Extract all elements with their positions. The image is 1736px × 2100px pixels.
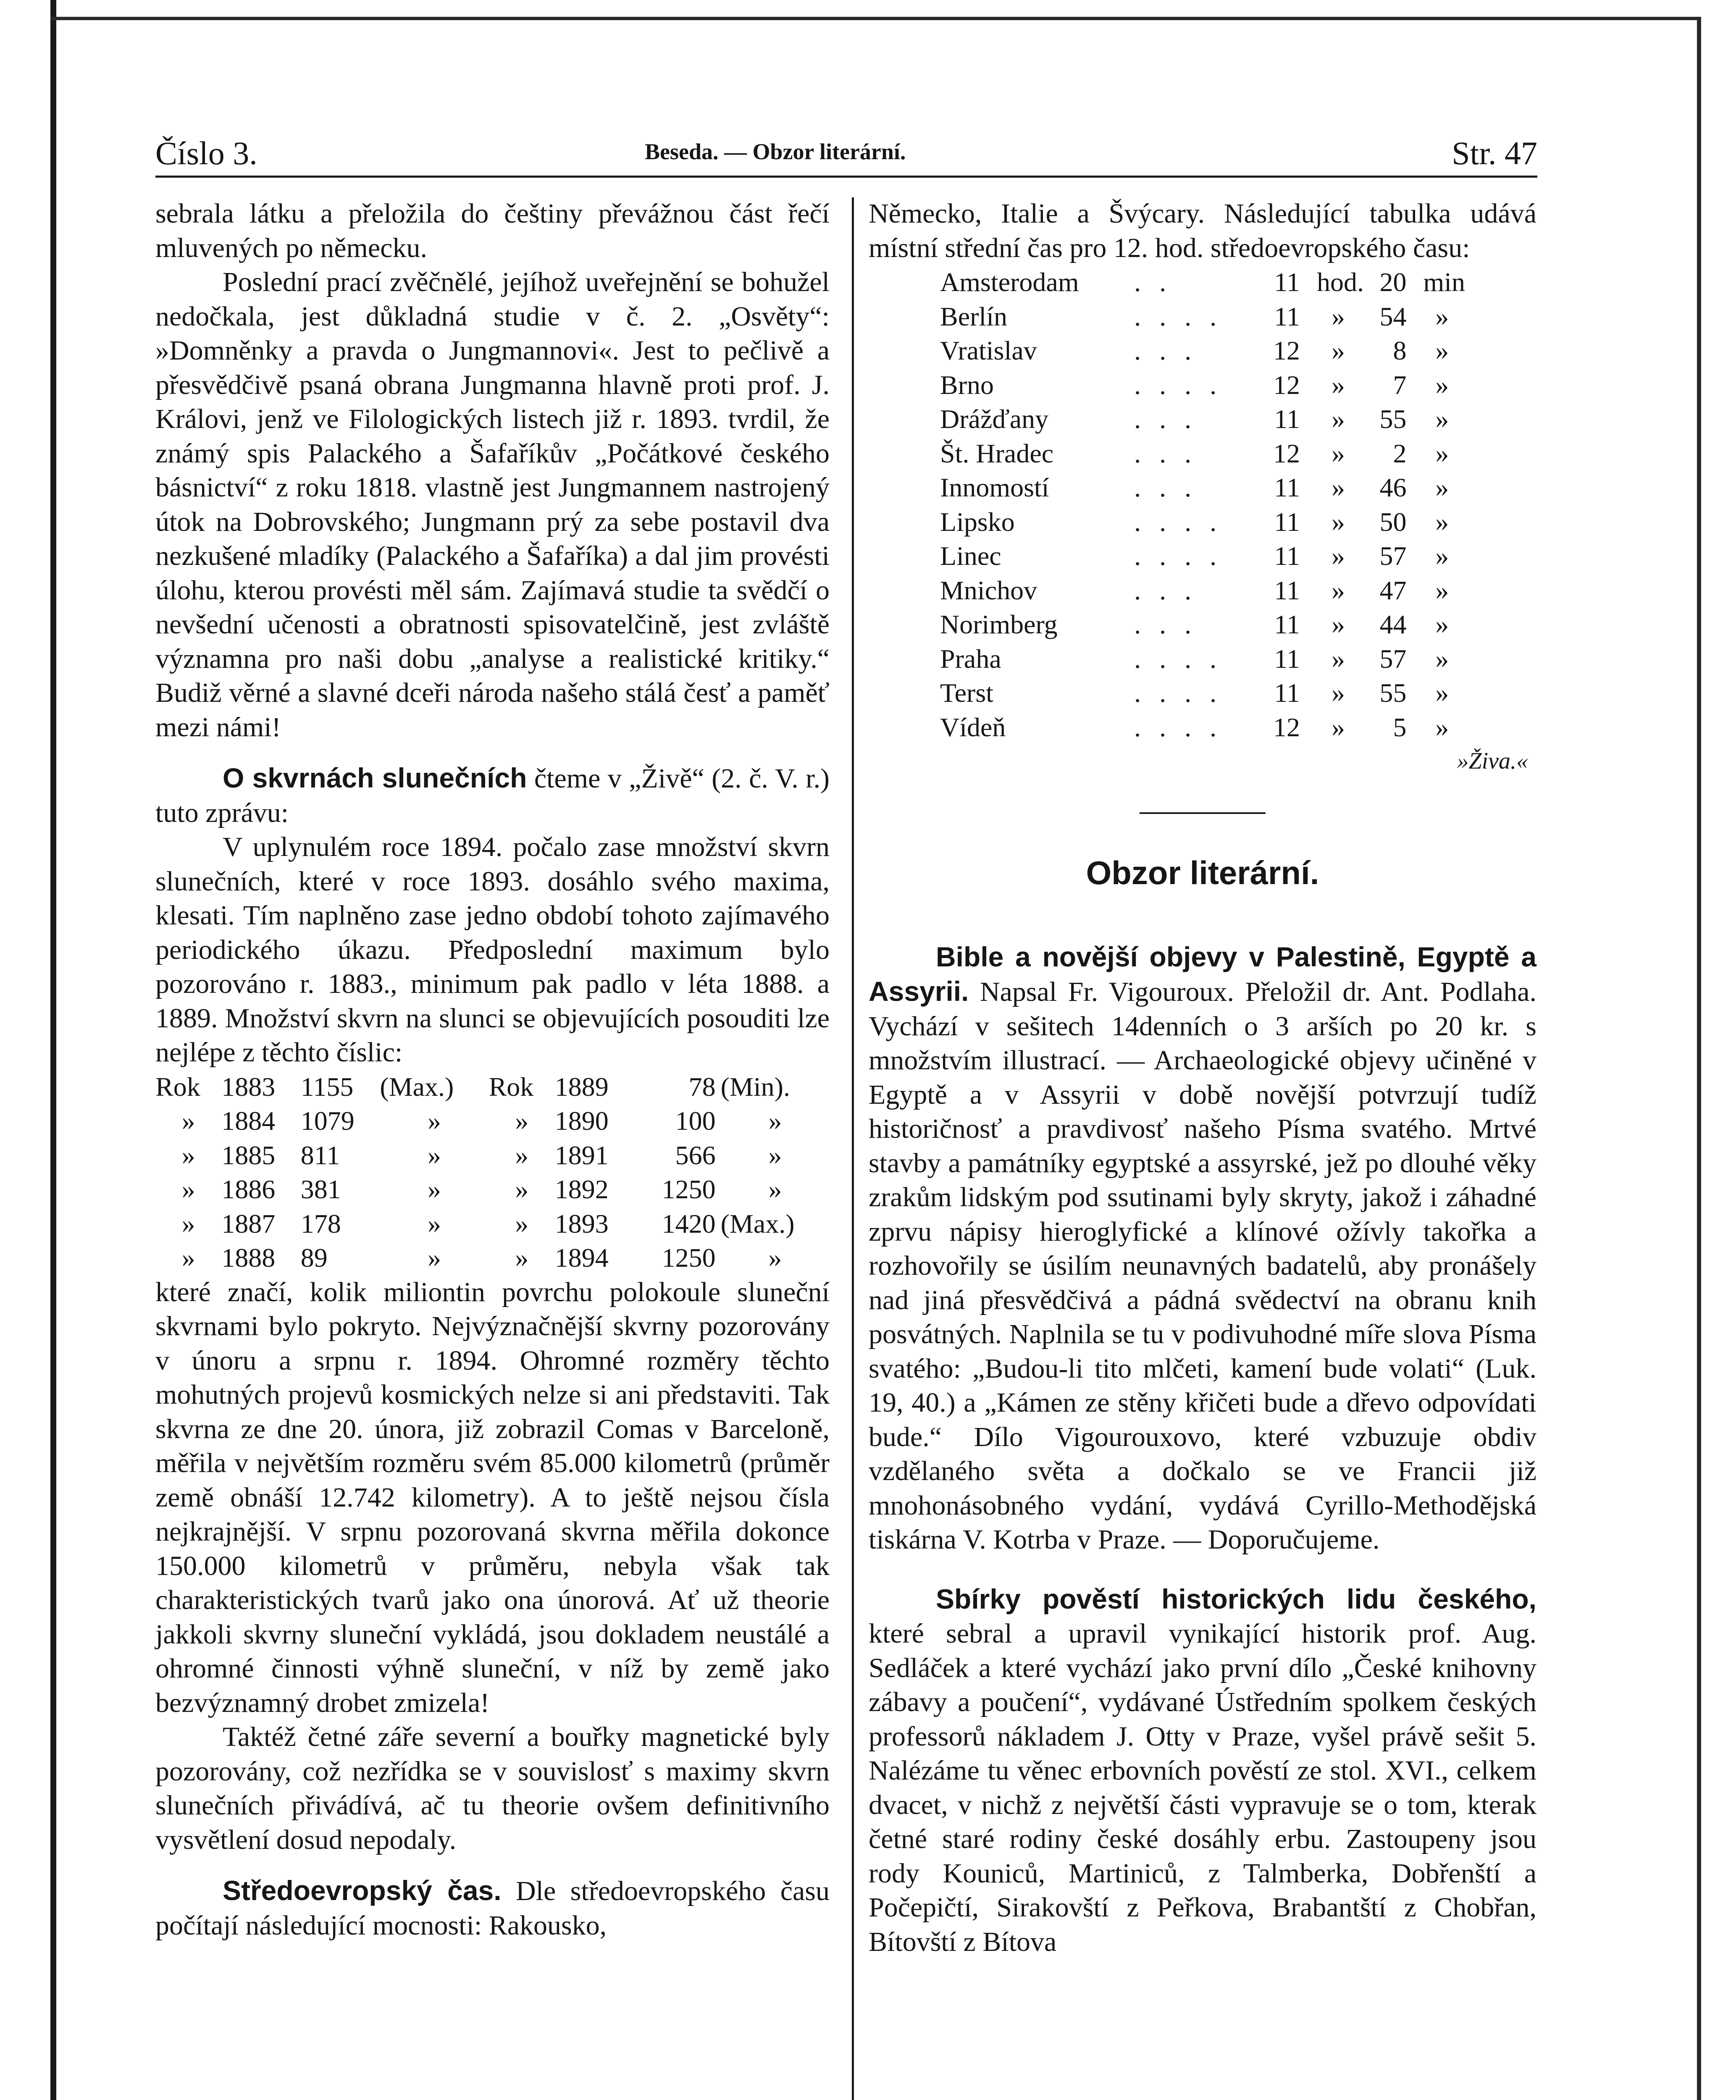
paragraph: Bible a novější objevy v Palestině, Egyptě a Assyrii. Napsal Fr. Vigouroux. Přeložil dr. Ant. Podlaha. Vychází v sešitech 14denních o 3 arších po 20 kr. s množstvím illustrací. — Archaeologické objevy učiněné v Egyptě a v Assyrii v době novější potvrzují tudíž historičnosť a pravdivosť našeho Písma svatého. Mrtvé stavby a památníky egyptské a assyrské, jež po dlouhé věky zrakům lidským pod ssutinami byly skryty, jakož i záhadné zprvu nápisy hieroglyfické a klínové ožívly takořka a rozhovořily se úsilím neunavných badatelů, aby pronášely nad jiná přesvědčivá a pádná svědectví na obranu knih posvátných. Naplnila se tu v podivuhodné míře slova Písma svatého: „Budou-li tito mlčeti, kamení bude volati“ (Luk. 19, 40.) a „Kámen ze stěny křičeti bude a dřevo odpovídati bude.“ Dílo Vigourouxovo, které vzbuzuje obdiv vzdělaného světa a dočkalo se ve Francii již mnohonásobného vydání, vydává Cyrillo-Methodějská tiskárna V. Kotrba v Praze. — Doporučujeme. [869,941,1536,1555]
running-head [155,130,1537,181]
left-column [155,197,830,1942]
table-row: Rok 1883 1155 (Max.) Rok 1889 78 (Min). [155,1071,790,1102]
article-heading-sbirky: Sbírky pověstí historických lidu českého, [936,1583,1536,1614]
paragraph: Německo, Italie a Švýcary. Následující tabulka udává místní střední čas pro 12. hod. středoevropského času: [869,198,1536,263]
table-row: Berlín . . . . 11 » 54 » [940,301,1449,331]
source-note: »Živa.« [1457,748,1528,774]
article-heading-sunspots: O skvrnách slunečních [223,762,527,793]
table-row: Innomostí . . . 11 » 46 » [940,472,1449,502]
paragraph: Středoevropský čas. Dle středoevropského času počítají následující mocnosti: Rakousko, [155,1875,830,1941]
table-row: Amsterodam . . 11 hod. 20 min [940,267,1465,297]
table-row: Brno . . . . 12 » 7 » [940,370,1449,400]
header-rule [155,176,1537,178]
paragraph: sebrala látku a přeložila do češtiny převážnou část řečí mluvených po německu. [155,198,830,263]
table-row: Lipsko . . . . 11 » 50 » [940,507,1449,537]
table-row: » 1887 178 » » 1893 1420 (Max.) [181,1208,795,1239]
table-row: Terst . . . . 11 » 55 » [940,678,1449,708]
table-row: Praha . . . . 11 » 57 » [940,643,1449,674]
table-row: » 1888 89 » » 1894 1250 » [181,1243,782,1273]
section-title: Obzor literární. [1086,854,1319,891]
mean-time-table [940,265,1465,744]
paragraph: Taktéž četné záře severní a bouřky magnetické byly pozorovány, což nezřídka se v souvislosť s maximy skvrn slunečních přivádívá, ač tu theorie ovšem definitivního vysvětlení dosud nepodaly. [155,1722,830,1855]
table-row: » 1886 381 » » 1892 1250 » [181,1174,782,1204]
section-divider [1140,812,1266,814]
table-row: Vratislav . . . 12 » 8 » [940,336,1449,365]
table-row: Drážďany . . . 11 » 55 » [940,404,1449,434]
table-row: » 1885 811 » » 1891 566 » [181,1140,782,1170]
article-heading-time: Středoevropský čas. [223,1875,502,1906]
paragraph: O skvrnách slunečních čteme v „Živě“ (2. č. V. r.) tuto zprávu: [155,762,830,828]
running-title: Beseda. — Obzor literární. [645,139,906,164]
table-row: » 1884 1079 » » 1890 100 » [181,1106,782,1136]
article-heading-bible: Bible a novější objevy v Palestině, Egyptě a Assyrii. [869,941,1536,1007]
paragraph: Poslední prací zvěčnělé, jejíhož uveřejnění se bohužel nedočkala, jest důkladná studie v č. 2. „Osvěty“: »Domněnky a pravda o Jungmannovi«. Jest to pečlivě a přesvědčivě psaná obrana Jungmanna hlavně proti prof. J. Královi, jenž ve Filologických listech již r. 1893. tvrdil, že známý spis Palackého a Šafaříkův „Počátkové českého básnictví“ z roku 1818. vlastně jest Jungmannem nastrojený útok na Dobrovského; Jungmann prý za sebe postavil dva nezkušené mladíky (Palackého a Šafaříka) a dal jim provésti úlohu, kterou provésti měl sám. Zajímavá studie ta svědčí o nevšední učenosti a obratnosti spisovatelčině, jest zvláště významna pro naši dobu „analyse a realistické kritiky.“ Budiž věrné a slavné dceři národa našeho stálá česť a paměť mezi námi! [155,267,830,743]
page-edge-left [50,0,56,2100]
table-row: Linec . . . . 11 » 57 » [940,541,1449,571]
table-row: Norimberg . . . 11 » 44 » [940,609,1449,639]
page-edge-right [1697,17,1701,2100]
sunspot-table [155,1070,830,1275]
page-edge-top [50,17,1697,20]
paragraph: Sbírky pověstí historických lidu českého, které sebral a upravil vynikající historik prof. Aug. Sedláček a které vychází jako první dílo „České knihovny zábavy a poučení“, vydávané Ústředním spolkem českých professorů nákladem J. Otty v Praze, vyšel právě sešit 5. Nalézáme tu věnec erbovních pověstí ze stol. XVI., celkem dvacet, v nichž z největší části vypravuje se o tom, kterak četné staré rodiny české dosáhly erbu. Zastoupeny jsou rody Kouniců, Martiniců, z Talmberka, Dobřenští a Počepičtí, Sirakovští z Peřkova, Brabantští z Chobřan, Bítovští z Bítova [869,1583,1536,1957]
table-row: Mnichov . . . 11 » 47 » [940,575,1449,605]
issue-number: Číslo 3. [155,135,257,171]
table-row: Vídeň . . . . 12 » 5 » [940,712,1449,742]
table-row: Št. Hradec . . . 12 » 2 » [940,438,1449,468]
paragraph: které značí, kolik miliontin povrchu polokoule sluneční skvrnami bylo pokryto. Nejvýznačnější skvrny pozorovány v únoru a srpnu r. 1894. Ohromné rozměry těchto mohutných projevů kosmických nelze si ani představiti. Tak skvrna ze dne 20. února, již zobrazil Comas v Barceloně, měřila v největším rozměru svém 85.000 kilometrů (průměr země obnáší 12.742 kilometry). A to ještě nejsou čísla nejkrajnější. V srpnu pozorovaná skvrna měřila dokonce 150.000 kilometrů v průměru, nebyla však tak charakteristických tvarů jako ona únorová. Ať už theorie jakkoli skvrny sluneční vykládá, jsou dokladem neustálé a ohromné činnosti výhně sluneční, v níž by země jako bezvýznamný drobet zmizela! [155,1276,830,1718]
page-number: Str. 47 [1452,135,1537,171]
right-column [869,197,1536,1959]
column-rule [852,197,854,2100]
paragraph: V uplynulém roce 1894. počalo zase množství skvrn slunečních, které v roce 1893. dosáhlo svého maxima, klesati. Tím naplněno zase jedno období tohoto zajímavého periodického úkazu. Předposlední maximum bylo pozorováno r. 1883., minimum pak padlo v léta 1888. a 1889. Množství skvrn na slunci se objevujících posouditi lze nejlépe z těchto číslic: [155,832,830,1068]
